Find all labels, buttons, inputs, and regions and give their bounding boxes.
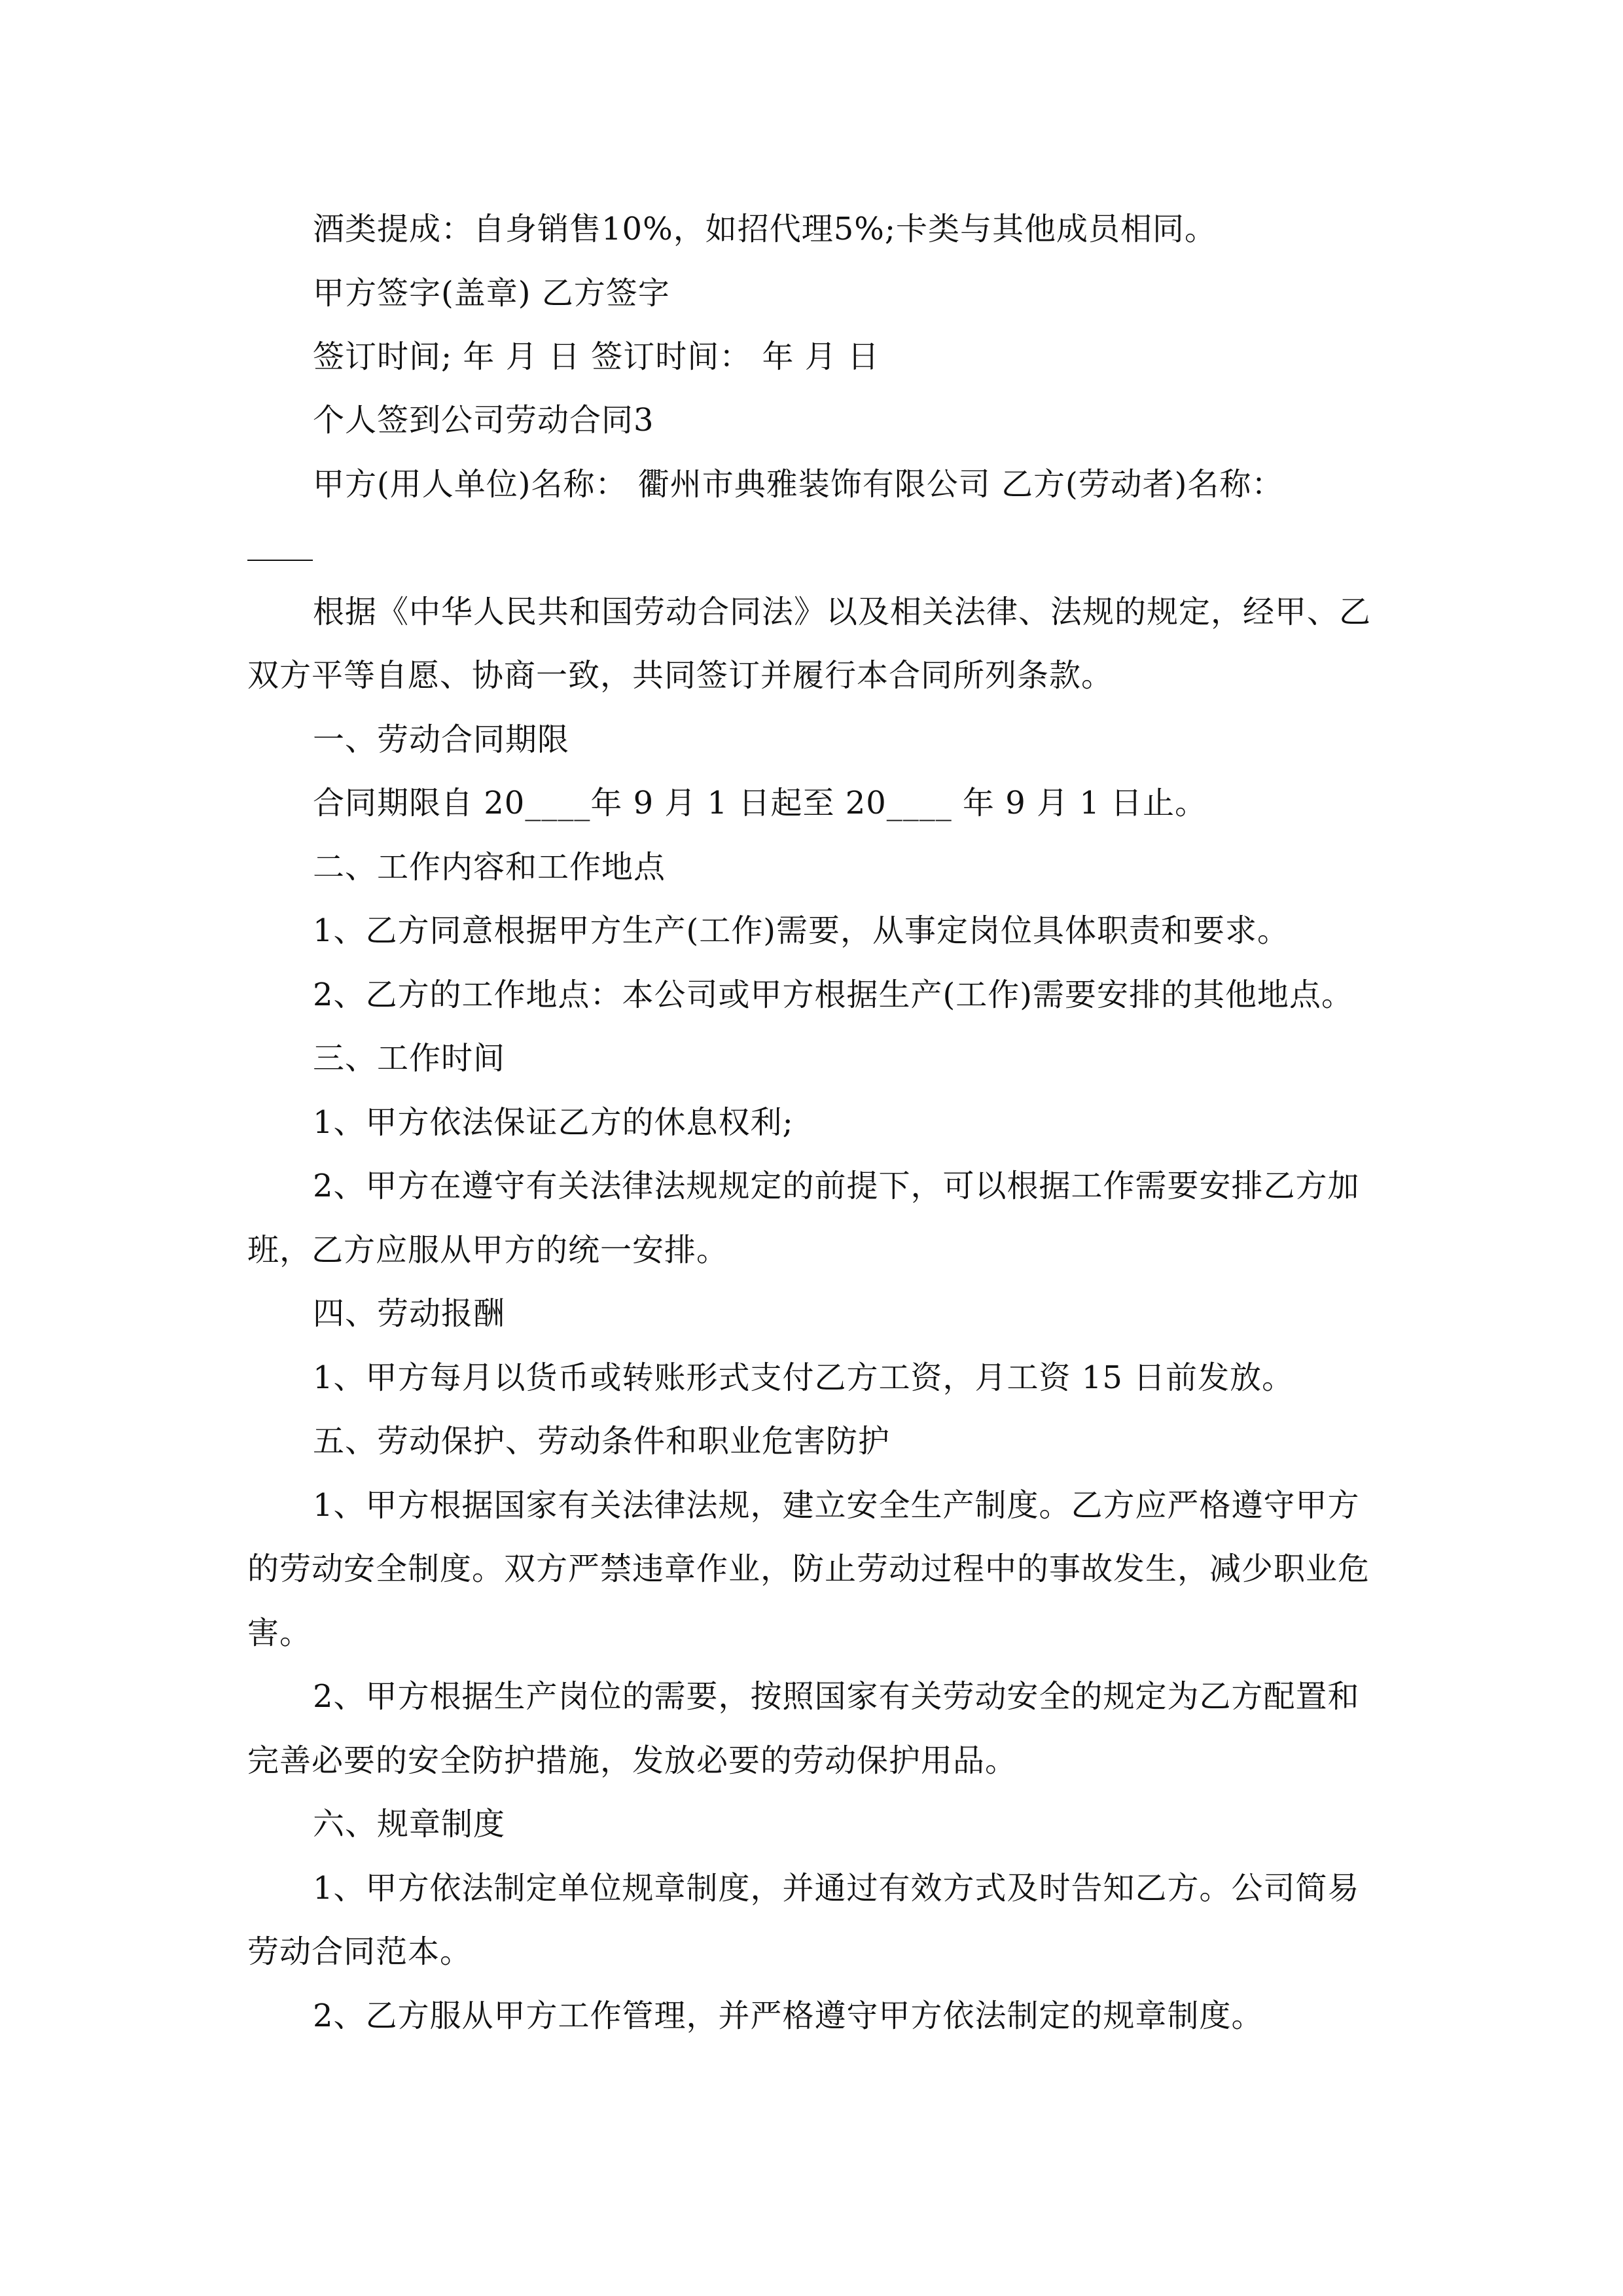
salary-line: 1、甲方每月以货币或转账形式支付乙方工资，月工资 15 日前发放。 (313, 1359, 1294, 1396)
section-5-heading: 五、劳动保护、劳动条件和职业危害防护 (313, 1423, 891, 1460)
overtime-line-1: 2、甲方在遵守有关法律法规规定的前提下，可以根据工作需要安排乙方加 (313, 1168, 1360, 1204)
section-6-heading: 六、规章制度 (313, 1806, 506, 1842)
commission-line: 酒类提成：自身销售10%，如招代理5%;卡类与其他成员相同。 (313, 211, 1217, 247)
contract-title: 个人签到公司劳动合同3 (313, 402, 654, 439)
rules-line-3: 2、乙方服从甲方工作管理，并严格遵守甲方依法制定的规章制度。 (313, 1998, 1264, 2034)
work-content-line: 1、乙方同意根据甲方生产(工作)需要，从事定岗位具体职责和要求。 (313, 912, 1289, 949)
term-line: 合同期限自 20____年 9 月 1 日起至 20____ 年 9 月 1 日止。 (313, 785, 1207, 821)
basis-line-2: 双方平等自愿、协商一致，共同签订并履行本合同所列条款。 (247, 657, 1114, 694)
safety-line-3: 害。 (247, 1615, 312, 1651)
work-location-line: 2、乙方的工作地点：本公司或甲方根据生产(工作)需要安排的其他地点。 (313, 977, 1353, 1013)
protection-line-2: 完善必要的安全防护措施，发放必要的劳动保护用品。 (247, 1742, 1018, 1779)
rules-line-1: 1、甲方依法制定单位规章制度，并通过有效方式及时告知乙方。公司简易 (313, 1870, 1360, 1907)
section-2-heading: 二、工作内容和工作地点 (313, 849, 666, 886)
parties-line: 甲方(用人单位)名称： 衢州市典雅装饰有限公司 乙方(劳动者)名称： (313, 466, 1284, 503)
overtime-line-2: 班，乙方应服从甲方的统一安排。 (247, 1232, 729, 1268)
section-1-heading: 一、劳动合同期限 (313, 721, 570, 758)
basis-line-1: 根据《中华人民共和国劳动合同法》以及相关法律、法规的规定，经甲、乙 (313, 594, 1372, 630)
section-3-heading: 三、工作时间 (313, 1040, 506, 1077)
rest-rights-line: 1、甲方依法保证乙方的休息权利; (313, 1104, 794, 1141)
safety-line-2: 的劳动安全制度。双方严禁违章作业，防止劳动过程中的事故发生，减少职业危 (247, 1551, 1370, 1587)
signature-line: 甲方签字(盖章) 乙方签字 (313, 275, 670, 312)
safety-line-1: 1、甲方根据国家有关法律法规，建立安全生产制度。乙方应严格遵守甲方 (313, 1487, 1360, 1524)
section-4-heading: 四、劳动报酬 (313, 1295, 506, 1332)
signing-date-line: 签订时间; 年 月 日 签订时间： 年 月 日 (313, 338, 880, 375)
protection-line-1: 2、甲方根据生产岗位的需要，按照国家有关劳动安全的规定为乙方配置和 (313, 1678, 1360, 1715)
rules-line-2: 劳动合同范本。 (247, 1933, 473, 1970)
name-blank-rule (247, 560, 313, 561)
